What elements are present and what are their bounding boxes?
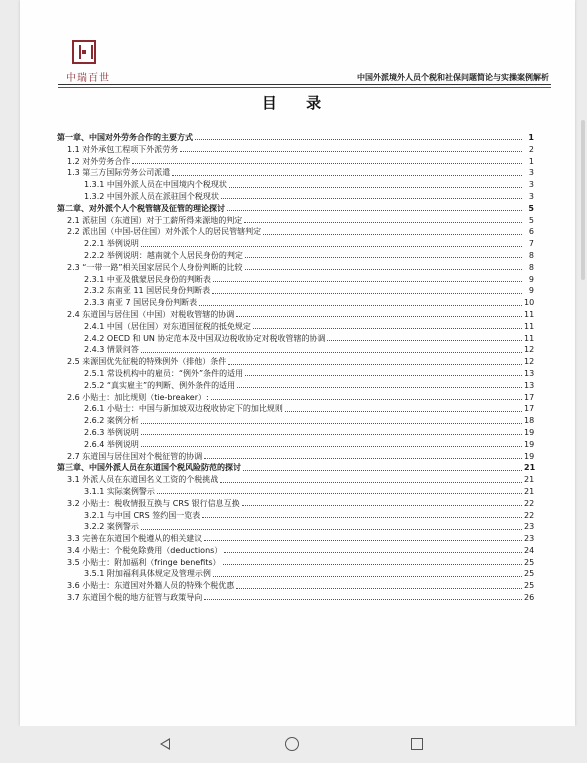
toc-entry-label: 1.3.2 中国外派人员在派驻国个税现状 — [84, 191, 219, 201]
recent-apps-icon[interactable] — [411, 738, 423, 750]
document-page — [20, 0, 575, 726]
toc-entry-label: 2.4.2 OECD 和 UN 协定范本及中国双边税收协定对税收管辖的协调 — [84, 333, 326, 343]
toc-dot-leader — [285, 411, 522, 412]
toc-dot-leader — [141, 423, 522, 424]
toc-entry-label: 2.3.3 南亚 7 国居民身份判断表 — [84, 298, 198, 308]
toc-entry-page: 25 — [524, 581, 535, 591]
toc-entry-page: 19 — [524, 439, 535, 449]
toc-entry[interactable] — [57, 427, 534, 439]
toc-dot-leader — [327, 340, 522, 341]
toc-entry[interactable] — [57, 368, 534, 380]
toc-entry-page: 9 — [528, 274, 534, 284]
toc-dot-leader — [263, 234, 522, 235]
toc-entry-label: 3.4 小贴士：个税免除费用（deductions） — [67, 545, 223, 555]
toc-entry[interactable] — [57, 297, 534, 309]
company-logo-text: 中瑞百世 — [66, 73, 110, 84]
toc-dot-leader — [141, 352, 522, 353]
toc-dot-leader — [245, 257, 522, 258]
toc-entry-label: 3.7 东道国个税的地方征管与政策导向 — [67, 593, 203, 603]
toc-entry-label: 1.3 第三方国际劳务公司派遣 — [67, 168, 171, 178]
toc-entry[interactable] — [57, 403, 534, 415]
toc-entry-label: 1.2 对外劳务合作 — [67, 156, 131, 166]
toc-entry-label: 第一章、中国对外劳务合作的主要方式 — [57, 133, 193, 142]
toc-entry-label: 2.6 小贴士：加比规则（tie-breaker）: — [67, 392, 209, 402]
toc-entry[interactable] — [57, 179, 534, 191]
toc-entry-page: 6 — [528, 227, 534, 237]
toc-entry-label: 2.6.1 小贴士：中国与新加坡双边税收协定下的加比规则 — [84, 404, 283, 414]
toc-entry[interactable] — [57, 592, 534, 604]
toc-entry-label: 2.4.1 中国（居住国）对东道国征税的抵免规定 — [84, 321, 251, 331]
toc-dot-leader — [213, 576, 522, 577]
toc-dot-leader — [243, 470, 522, 471]
toc-dot-leader — [236, 588, 522, 589]
toc-entry-page: 21 — [524, 463, 536, 473]
toc-entry[interactable] — [57, 285, 534, 297]
toc-dot-leader — [227, 210, 522, 211]
toc-entry[interactable] — [57, 309, 534, 321]
toc-entry[interactable] — [57, 333, 534, 345]
toc-entry-label: 2.4.3 情景问答 — [84, 345, 139, 355]
toc-dot-leader — [141, 446, 522, 447]
toc-dot-leader — [211, 399, 522, 400]
toc-dot-leader — [195, 139, 522, 140]
toc-entry-page: 26 — [524, 593, 535, 603]
toc-entry-page: 12 — [524, 357, 535, 367]
toc-entry[interactable] — [57, 439, 534, 451]
toc-entry[interactable] — [57, 262, 534, 274]
toc-entry-page: 8 — [528, 262, 534, 272]
toc-entry-page: 11 — [524, 309, 535, 319]
toc-entry-label: 3.3 完善在东道国个税遵从的相关建议 — [67, 534, 203, 544]
toc-entry-label: 2.3.2 东南亚 11 国居民身份判断表 — [84, 286, 211, 296]
toc-entry-page: 11 — [524, 321, 535, 331]
toc-dot-leader — [204, 540, 522, 541]
toc-dot-leader — [204, 458, 522, 459]
toc-entry-page: 5 — [528, 203, 534, 213]
toc-entry[interactable] — [57, 486, 534, 498]
toc-entry-page: 10 — [524, 298, 535, 308]
header-rule — [58, 84, 551, 85]
toc-dot-leader — [236, 316, 522, 317]
toc-entry-page: 23 — [524, 534, 535, 544]
toc-dot-leader — [242, 505, 522, 506]
toc-entry-label: 3.2.2 案例警示 — [84, 522, 139, 532]
toc-entry-label: 2.5 来源国优先征税的特殊例外（排他）条件 — [67, 357, 227, 367]
toc-entry-page: 3 — [528, 168, 534, 178]
toc-entry[interactable] — [57, 356, 534, 368]
toc-entry-label: 2.5.1 常设机构中的雇员：“例外”条件的适用 — [84, 368, 244, 378]
toc-entry[interactable] — [57, 156, 534, 168]
toc-entry[interactable] — [57, 474, 534, 486]
toc-entry[interactable] — [57, 568, 534, 580]
toc-dot-leader — [141, 434, 522, 435]
toc-entry-label: 2.5.2 “真实雇主”的判断、例外条件的适用 — [84, 380, 236, 390]
toc-entry-label: 3.1.1 实际案例警示 — [84, 486, 155, 496]
toc-dot-leader — [245, 269, 522, 270]
toc-dot-leader — [229, 187, 522, 188]
toc-entry[interactable] — [57, 344, 534, 356]
toc-entry-page: 8 — [528, 250, 534, 260]
toc-dot-leader — [180, 151, 522, 152]
toc-entry-page: 5 — [528, 215, 534, 225]
back-icon[interactable] — [160, 738, 170, 750]
toc-entry-label: 2.3.1 中亚及俄蒙居民身份的判断表 — [84, 274, 211, 284]
toc-dot-leader — [141, 529, 522, 530]
toc-entry-page: 22 — [524, 510, 535, 520]
toc-entry-page: 11 — [524, 333, 535, 343]
toc-entry-page: 22 — [524, 498, 535, 508]
toc-entry-label: 3.2 小贴士：税收情报互换与 CRS 银行信息互换 — [67, 498, 240, 508]
toc-entry[interactable] — [57, 392, 534, 404]
toc-entry-page: 13 — [524, 368, 535, 378]
toc-entry[interactable] — [57, 191, 534, 203]
toc-dot-leader — [237, 387, 522, 388]
toc-dot-leader — [220, 482, 522, 483]
toc-dot-leader — [202, 517, 522, 518]
toc-entry[interactable] — [57, 144, 534, 156]
toc-entry[interactable] — [57, 226, 534, 238]
toc-entry-page: 25 — [524, 557, 535, 567]
toc-entry-page: 23 — [524, 522, 535, 532]
company-logo-icon — [72, 40, 96, 64]
toc-entry-label: 3.2.1 与中国 CRS 签约国一览表 — [84, 510, 201, 520]
toc-entry-page: 21 — [524, 486, 535, 496]
toc-dot-leader — [212, 293, 522, 294]
toc-entry-label: 2.2 派出国（中国-居住国）对外派个人的居民管辖判定 — [67, 227, 262, 237]
toc-entry-label: 2.7 东道国与居住国对个税征管的协调 — [67, 451, 203, 461]
toc-entry[interactable] — [57, 321, 534, 333]
toc-entry-page: 1 — [528, 156, 534, 166]
toc-entry-label: 3.1 外派人员在东道国名义工资的个税挑战 — [67, 475, 219, 485]
toc-entry-label: 2.1 派驻国（东道国）对于工薪所得来源地的判定 — [67, 215, 243, 225]
toc-entry-page: 17 — [524, 392, 535, 402]
toc-entry[interactable] — [57, 167, 534, 179]
toc-title: 目 录 — [261, 94, 334, 112]
toc-dot-leader — [221, 198, 522, 199]
toc-entry-page: 9 — [528, 286, 534, 296]
toc-entry-page: 19 — [524, 451, 535, 461]
toc-entry-label: 1.3.1 中国外派人员在中国境内个税现状 — [84, 180, 227, 190]
toc-dot-leader — [199, 305, 522, 306]
toc-chapter-entry[interactable] — [57, 462, 534, 474]
toc-dot-leader — [157, 493, 522, 494]
navigation-bar — [0, 726, 587, 763]
toc-entry-label: 3.6 小贴士：东道国对外籍人员的特殊个税优惠 — [67, 581, 235, 591]
toc-entry-label: 1.1 对外承包工程项下外派劳务 — [67, 144, 179, 154]
toc-entry[interactable] — [57, 215, 534, 227]
toc-entry[interactable] — [57, 580, 534, 592]
toc-entry-page: 3 — [528, 180, 534, 190]
toc-entry-label: 2.2.1 举例说明 — [84, 239, 139, 249]
toc-chapter-entry[interactable] — [57, 132, 534, 144]
toc-dot-leader — [213, 281, 522, 282]
toc-entry[interactable] — [57, 498, 534, 510]
toc-entry-label: 第二章、对外派个人个税管辖及征管的理论探讨 — [57, 203, 225, 213]
toc-entry-label: 2.2.2 举例说明：越南就个人居民身份的判定 — [84, 250, 243, 260]
toc-entry-page: 3 — [528, 191, 534, 201]
toc-entry[interactable] — [57, 250, 534, 262]
toc-entry-page: 25 — [524, 569, 535, 579]
toc-dot-leader — [132, 163, 522, 164]
toc-chapter-entry[interactable] — [57, 203, 534, 215]
toc-entry-page: 7 — [528, 239, 534, 249]
toc-entry[interactable] — [57, 380, 534, 392]
toc-dot-leader — [228, 364, 522, 365]
toc-entry-page: 18 — [524, 416, 535, 426]
scrollbar[interactable] — [581, 120, 585, 280]
toc-entry-page: 13 — [524, 380, 535, 390]
toc-entry-page: 19 — [524, 427, 535, 437]
home-icon[interactable] — [285, 737, 299, 751]
toc-entry-label: 2.6.4 举例说明 — [84, 439, 139, 449]
toc-dot-leader — [245, 375, 522, 376]
toc-entry[interactable] — [57, 545, 534, 557]
toc-entry[interactable] — [57, 238, 534, 250]
toc-entry[interactable] — [57, 451, 534, 463]
toc-dot-leader — [172, 175, 522, 176]
toc-entry-label: 3.5 小贴士：附加福利（fringe benefits） — [67, 557, 221, 567]
toc-entry-label: 2.3 “一带一路”相关国家居民个人身份判断的比较 — [67, 262, 243, 272]
toc-entry[interactable] — [57, 521, 534, 533]
toc-entry[interactable] — [57, 510, 534, 522]
toc-entry[interactable] — [57, 533, 534, 545]
toc-entry-page: 2 — [528, 144, 534, 154]
toc-entry-page: 12 — [524, 345, 535, 355]
toc-entry[interactable] — [57, 274, 534, 286]
table-of-contents — [57, 132, 534, 604]
toc-entry-page: 1 — [528, 133, 534, 142]
toc-entry-label: 2.6.2 案例分析 — [84, 416, 139, 426]
toc-dot-leader — [223, 564, 522, 565]
toc-entry-label: 2.6.3 举例说明 — [84, 427, 139, 437]
toc-entry[interactable] — [57, 557, 534, 569]
header-rule-thin — [58, 87, 551, 88]
toc-dot-leader — [224, 552, 522, 553]
toc-dot-leader — [244, 222, 522, 223]
toc-entry-page: 24 — [524, 545, 535, 555]
toc-entry-page: 21 — [524, 475, 535, 485]
toc-entry-page: 17 — [524, 404, 535, 414]
toc-dot-leader — [253, 328, 522, 329]
toc-entry[interactable] — [57, 415, 534, 427]
toc-entry-label: 第三章、中国外派人员在东道国个税风险防范的探讨 — [57, 463, 241, 473]
document-header-title: 中国外派境外人员个税和社保问题简论与实操案例解析 — [357, 73, 549, 82]
toc-entry-label: 2.4 东道国与居住国（中国）对税收管辖的协调 — [67, 309, 235, 319]
toc-dot-leader — [141, 246, 522, 247]
toc-entry-label: 3.5.1 附加福利具体规定及管理示例 — [84, 569, 211, 579]
toc-dot-leader — [204, 599, 522, 600]
